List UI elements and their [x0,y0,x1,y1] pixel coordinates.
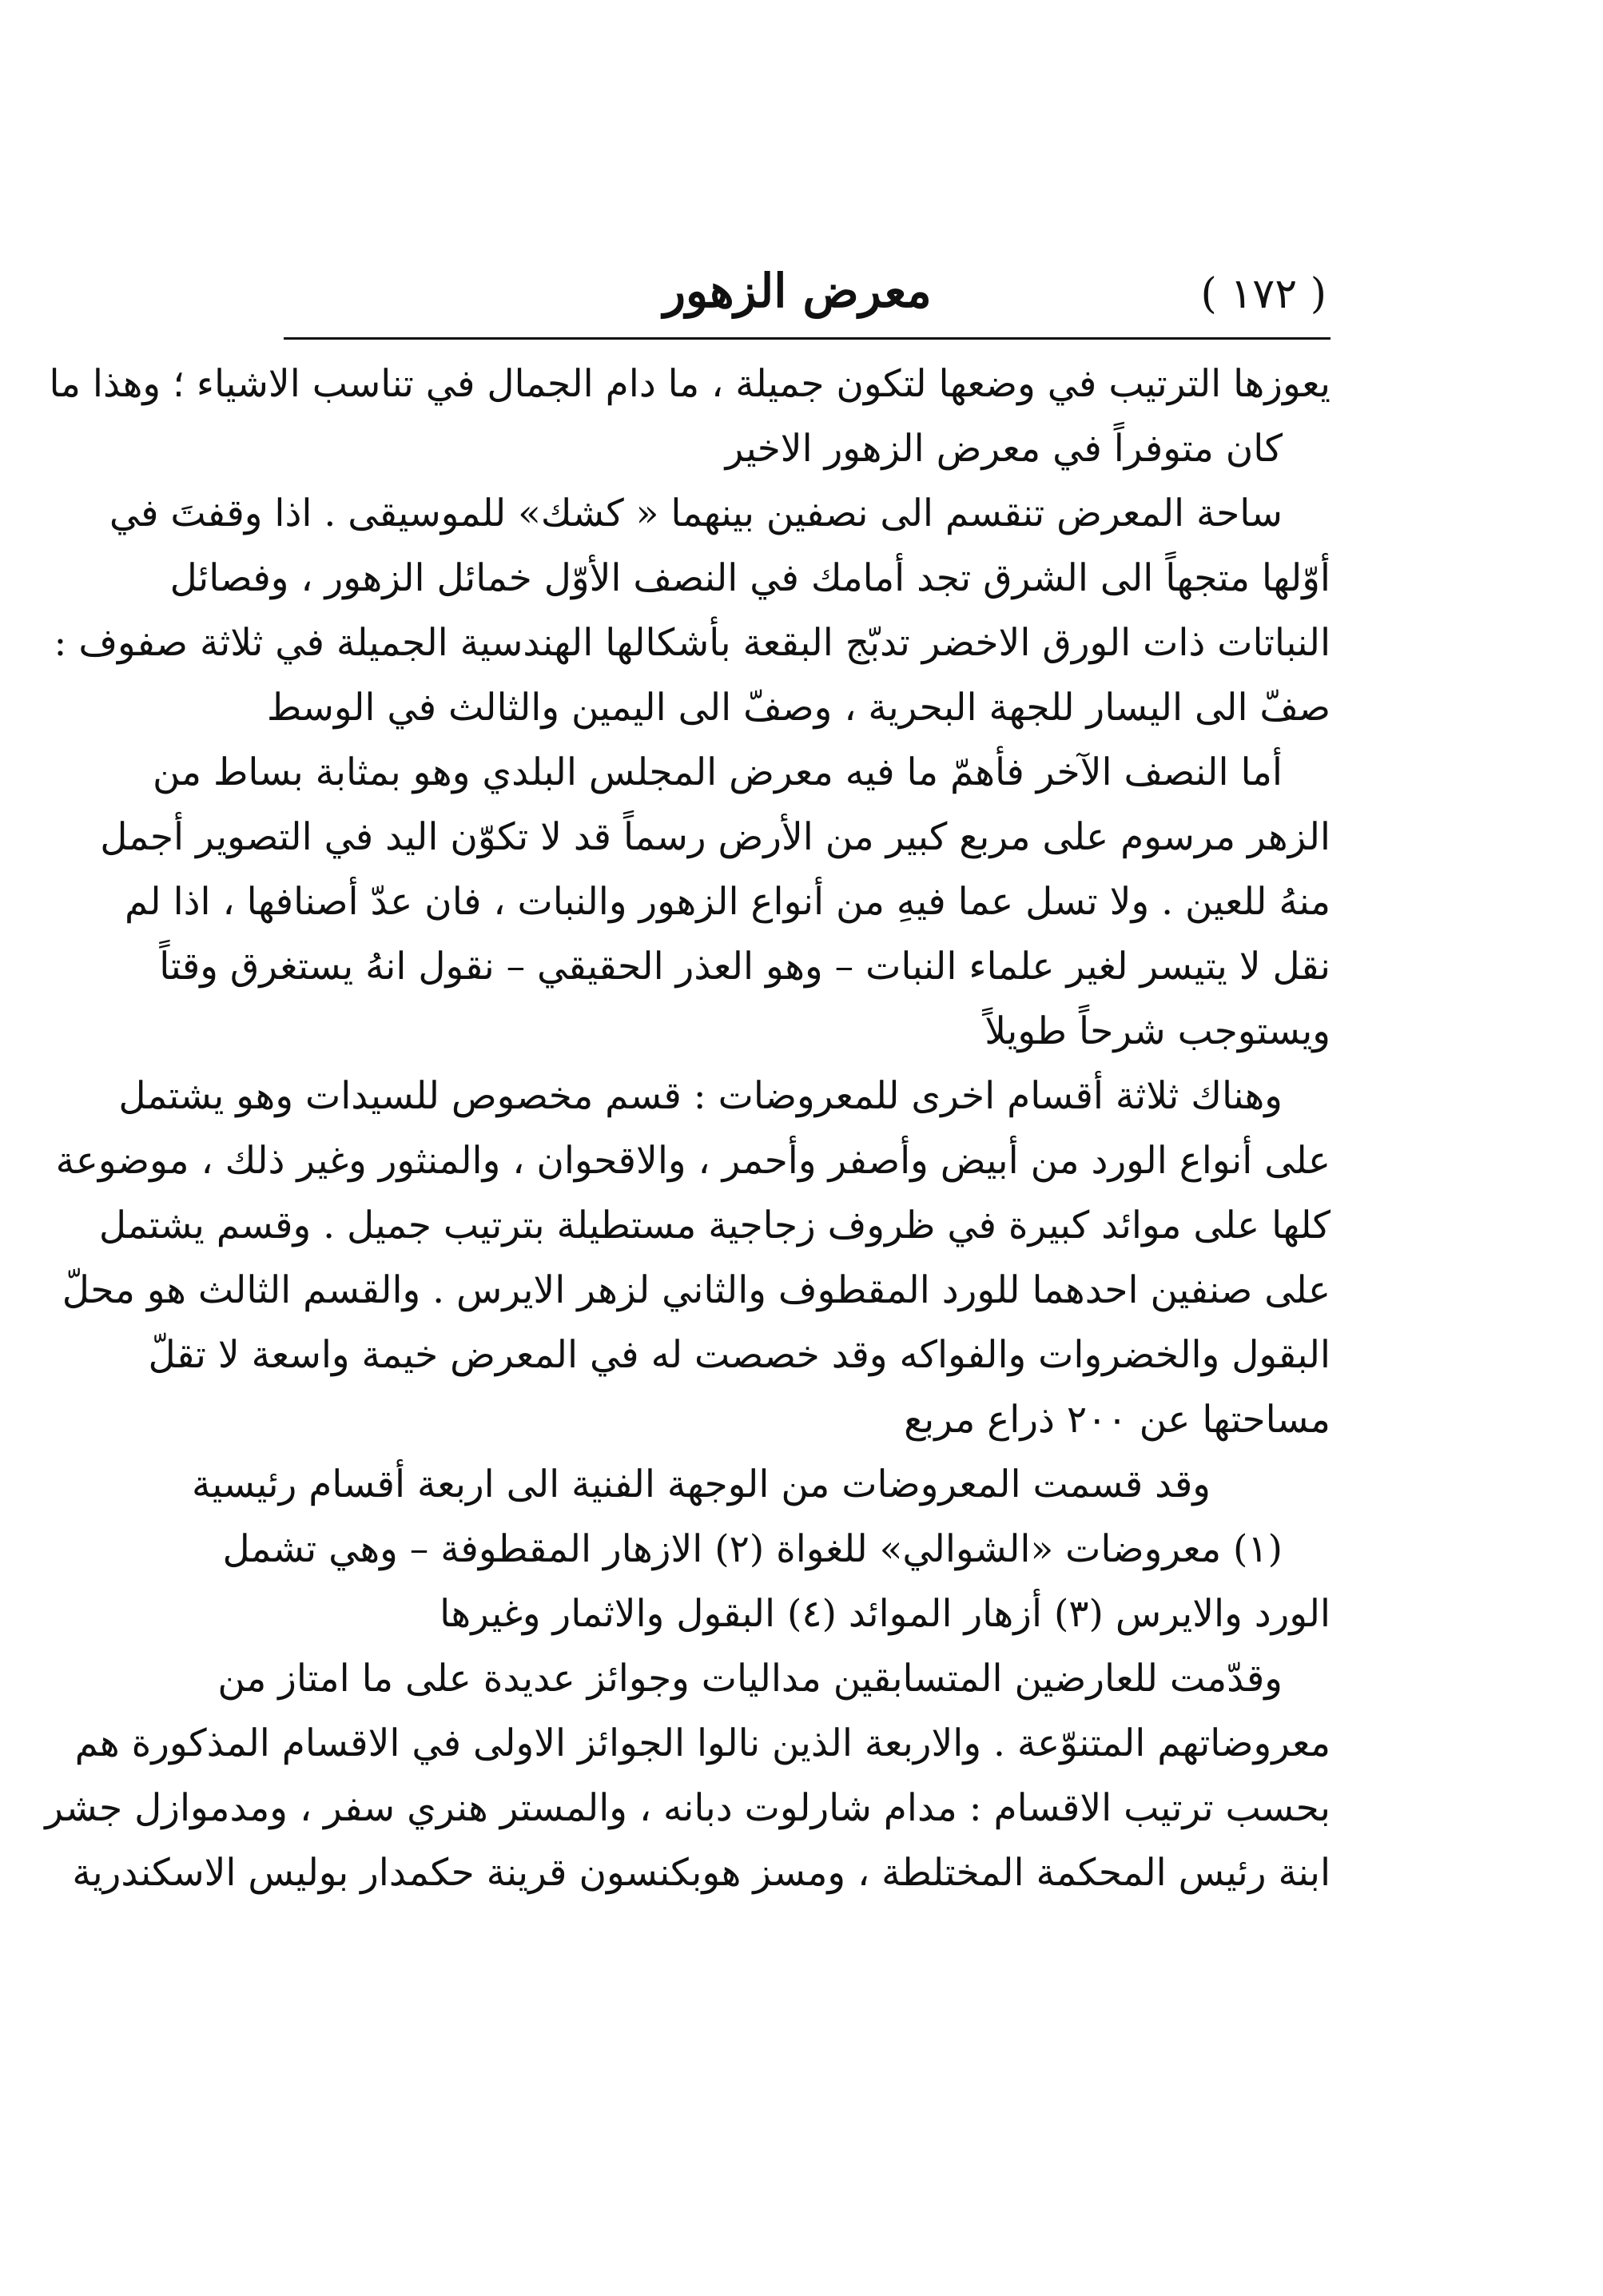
text-line: نقل لا يتيسر لغير علماء النبات – وهو العذر الحقيقي – نقول انهُ يستغرق وقتاً [159,945,1331,989]
page-number: ( ١٧٢ ) [1200,270,1327,318]
text-line: منهُ للعين . ولا تسل عما فيهِ من أنواع الزهور والنبات ، فان عدّ أصنافها ، اذا لم [125,880,1331,924]
text-line: وقدّمت للعارضين المتسابقين مداليات وجوائز عديدة على ما امتاز من [217,1657,1283,1701]
text-line: كلها على موائد كبيرة في ظروف زجاجية مستطيلة بترتيب جميل . وقسم يشتمل [98,1204,1331,1247]
text-line: ويستوجب شرحاً طويلاً [984,1009,1331,1053]
text-line: وهناك ثلاثة أقسام اخرى للمعروضات : قسم مخصوص للسيدات وهو يشتمل [118,1074,1283,1118]
text-line: مساحتها عن ٢٠٠ ذراع مربع [904,1398,1331,1442]
text-line: بحسب ترتيب الاقسام : مدام شارلوت دبانه ، والمستر هنري سفر ، ومدموازل جشر [45,1786,1331,1830]
text-line: أما النصف الآخر فأهمّ ما فيه معرض المجلس البلدي وهو بمثابة بساط من [153,750,1283,794]
text-line: معروضاتهم المتنوّعة . والاربعة الذين نالوا الجوائز الاولى في الاقسام المذكورة هم [74,1721,1331,1765]
text-line: ساحة المعرض تنقسم الى نصفين بينهما « كشك» للموسيقى . اذا وقفتَ في [109,491,1283,535]
running-title: معرض الزهور [663,264,932,318]
text-line: يعوزها الترتيب في وضعها لتكون جميلة ، ما دام الجمال في تناسب الاشياء ؛ وهذا ما [49,362,1331,406]
text-line: صفّ الى اليسار للجهة البحرية ، وصفّ الى اليمين والثالث في الوسط [266,686,1331,730]
text-line: (١) معروضات «الشوالي» للغواة (٢) الازهار المقطوفة – وهي تشمل [222,1527,1283,1571]
text-line: البقول والخضروات والفواكه وقد خصصت له في المعرض خيمة واسعة لا تقلّ [148,1333,1331,1377]
text-line: ابنة رئيس المحكمة المختلطة ، ومسز هوبكنسون قرينة حكمدار بوليس الاسكندرية [72,1851,1331,1895]
text-line: كان متوفراً في معرض الزهور الاخير [725,427,1283,471]
text-line: الزهر مرسوم على مربع كبير من الأرض رسماً قد لا تكوّن اليد في التصوير أجمل [100,815,1331,859]
page-header [288,264,1327,328]
text-line: النباتات ذات الورق الاخضر تدبّج البقعة بأشكالها الهندسية الجميلة في ثلاثة صفوف : [54,621,1331,665]
text-line: على صنفين احدهما للورد المقطوف والثاني لزهر الايرس . والقسم الثالث هو محلّ [62,1268,1331,1312]
header-rule [284,337,1331,340]
text-line: أوّلها متجهاً الى الشرق تجد أمامك في النصف الأوّل خمائل الزهور ، وفصائل [169,556,1331,600]
body-text [45,352,1331,1905]
text-line: الورد والايرس (٣) أزهار الموائد (٤) البقول والاثمار وغيرها [440,1592,1331,1636]
text-line: على أنواع الورد من أبيض وأصفر وأحمر ، والاقحوان ، والمنثور وغير ذلك ، موضوعة [55,1139,1331,1183]
text-line: وقد قسمت المعروضات من الوجهة الفنية الى اربعة أقسام رئيسية [192,1462,1211,1506]
